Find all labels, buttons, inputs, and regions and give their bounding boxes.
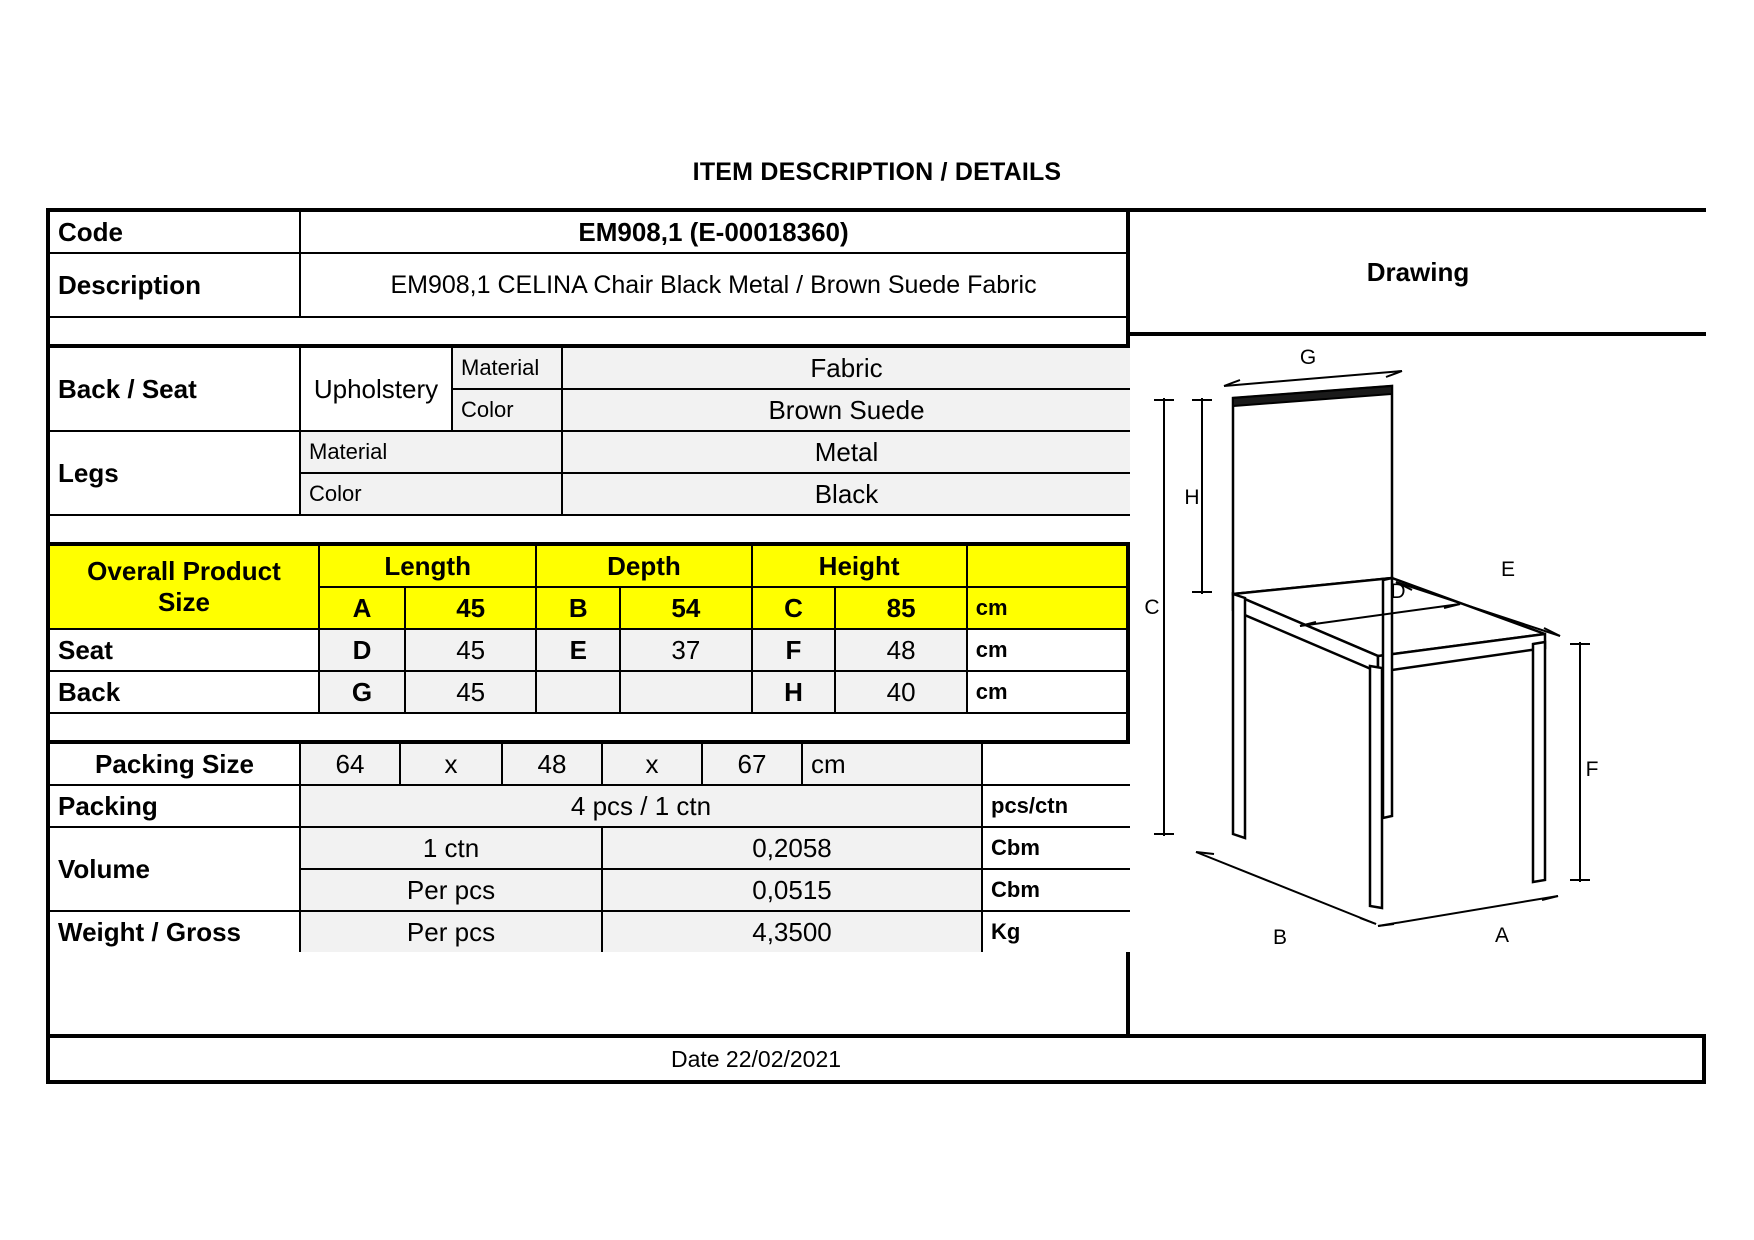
code-value: EM908,1 (E-00018360) bbox=[300, 212, 1126, 253]
overall-header-row bbox=[50, 545, 1126, 587]
seat-height-code: F bbox=[752, 629, 836, 671]
packing-value: 4 pcs / 1 ctn bbox=[300, 785, 982, 827]
overall-depth-code: B bbox=[536, 587, 620, 629]
drawing-label-d: D bbox=[1390, 580, 1406, 603]
date-text: Date 22/02/2021 bbox=[670, 1045, 842, 1072]
packing-size-x1: x bbox=[400, 743, 502, 785]
weight-per-label: Per pcs bbox=[300, 911, 602, 952]
seat-length-value: 45 bbox=[405, 629, 536, 671]
drawing-label-b: B bbox=[1272, 926, 1288, 949]
col-header-depth: Depth bbox=[536, 545, 751, 587]
weight-value: 4,3500 bbox=[602, 911, 982, 952]
back-seat-material-row bbox=[50, 347, 1130, 389]
packing-label: Packing bbox=[50, 785, 300, 827]
overall-length-value: 45 bbox=[405, 587, 536, 629]
seat-length-code: D bbox=[319, 629, 405, 671]
volume-pcs-label: Per pcs bbox=[300, 869, 602, 911]
drawing-label-a: A bbox=[1494, 924, 1510, 947]
overall-size-label-line1: Overall Product bbox=[87, 556, 281, 586]
seat-row bbox=[50, 629, 1126, 671]
packing-size-3: 67 bbox=[702, 743, 802, 785]
spec-right-column bbox=[1130, 212, 1706, 1034]
description-value: EM908,1 CELINA Chair Black Metal / Brown Suede Fabric bbox=[300, 253, 1126, 317]
drawing-label-h: H bbox=[1184, 486, 1200, 509]
spacer-cell bbox=[50, 515, 1130, 543]
drawing-label-g: G bbox=[1299, 346, 1317, 369]
description-label: Description bbox=[50, 253, 300, 317]
back-row bbox=[50, 671, 1126, 713]
overall-size-label bbox=[50, 545, 319, 629]
description-row bbox=[50, 253, 1126, 317]
identity-table bbox=[50, 212, 1126, 346]
spacer-cell bbox=[50, 317, 1126, 345]
spacer-row-3 bbox=[50, 713, 1126, 741]
upholstery-color-value: Brown Suede bbox=[562, 389, 1130, 431]
back-unit: cm bbox=[967, 671, 1126, 713]
weight-unit: Kg bbox=[982, 911, 1130, 952]
drawing-title: Drawing bbox=[1130, 212, 1706, 336]
overall-size-label-line2: Size bbox=[157, 587, 210, 617]
upholstery-material-label: Material bbox=[452, 347, 562, 389]
drawing-label-e: E bbox=[1500, 558, 1516, 581]
packing-size-2: 48 bbox=[502, 743, 602, 785]
seat-depth-code: E bbox=[536, 629, 620, 671]
volume-pcs-value: 0,0515 bbox=[602, 869, 982, 911]
seat-label: Seat bbox=[50, 629, 319, 671]
seat-height-value: 48 bbox=[835, 629, 966, 671]
volume-ctn-unit: Cbm bbox=[982, 827, 1130, 869]
chair-technical-drawing bbox=[1130, 336, 1706, 1034]
overall-height-value: 85 bbox=[835, 587, 966, 629]
overall-unit: cm bbox=[967, 587, 1126, 629]
back-label: Back bbox=[50, 671, 319, 713]
packing-table bbox=[50, 742, 1130, 952]
volume-label: Volume bbox=[50, 827, 300, 911]
drawing-label-f: F bbox=[1585, 758, 1599, 781]
back-height-value: 40 bbox=[835, 671, 966, 713]
seat-depth-value: 37 bbox=[620, 629, 751, 671]
weight-label: Weight / Gross bbox=[50, 911, 300, 952]
upholstery-color-label: Color bbox=[452, 389, 562, 431]
back-depth-value bbox=[620, 671, 751, 713]
back-seat-label: Back / Seat bbox=[50, 347, 300, 431]
spec-frame bbox=[46, 208, 1706, 1038]
upholstery-material-value: Fabric bbox=[562, 347, 1130, 389]
legs-material-value: Metal bbox=[562, 431, 1130, 473]
drawing-label-c: C bbox=[1144, 596, 1160, 619]
packing-size-unit: cm bbox=[802, 743, 982, 785]
overall-depth-value: 54 bbox=[620, 587, 751, 629]
packing-size-row bbox=[50, 743, 1130, 785]
back-height-code: H bbox=[752, 671, 836, 713]
code-row bbox=[50, 212, 1126, 253]
legs-color-label: Color bbox=[300, 473, 562, 515]
spec-left-column bbox=[50, 212, 1130, 1034]
spacer-cell bbox=[50, 713, 1126, 741]
legs-material-label: Material bbox=[300, 431, 562, 473]
packing-size-blank bbox=[982, 743, 1130, 785]
date-bar bbox=[46, 1038, 1706, 1084]
code-label: Code bbox=[50, 212, 300, 253]
legs-material-row bbox=[50, 431, 1130, 473]
legs-color-value: Black bbox=[562, 473, 1130, 515]
back-length-value: 45 bbox=[405, 671, 536, 713]
volume-ctn-label: 1 ctn bbox=[300, 827, 602, 869]
overall-length-code: A bbox=[319, 587, 405, 629]
volume-ctn-row bbox=[50, 827, 1130, 869]
col-header-height: Height bbox=[752, 545, 967, 587]
materials-table bbox=[50, 346, 1130, 544]
weight-row bbox=[50, 911, 1130, 952]
spacer-row-1 bbox=[50, 317, 1126, 345]
packing-size-1: 64 bbox=[300, 743, 400, 785]
volume-pcs-unit: Cbm bbox=[982, 869, 1130, 911]
col-header-unit-blank bbox=[967, 545, 1126, 587]
back-length-code: G bbox=[319, 671, 405, 713]
back-depth-code bbox=[536, 671, 620, 713]
col-header-length: Length bbox=[319, 545, 536, 587]
spacer-row-2 bbox=[50, 515, 1130, 543]
page-title: ITEM DESCRIPTION / DETAILS bbox=[692, 158, 1062, 186]
upholstery-label: Upholstery bbox=[300, 347, 452, 431]
volume-ctn-value: 0,2058 bbox=[602, 827, 982, 869]
dimensions-table bbox=[50, 544, 1126, 742]
overall-height-code: C bbox=[752, 587, 836, 629]
seat-unit: cm bbox=[967, 629, 1126, 671]
packing-size-label: Packing Size bbox=[50, 743, 300, 785]
drawing-area bbox=[1130, 336, 1706, 1034]
packing-row bbox=[50, 785, 1130, 827]
legs-label: Legs bbox=[50, 431, 300, 515]
packing-size-x2: x bbox=[602, 743, 702, 785]
packing-unit: pcs/ctn bbox=[982, 785, 1130, 827]
